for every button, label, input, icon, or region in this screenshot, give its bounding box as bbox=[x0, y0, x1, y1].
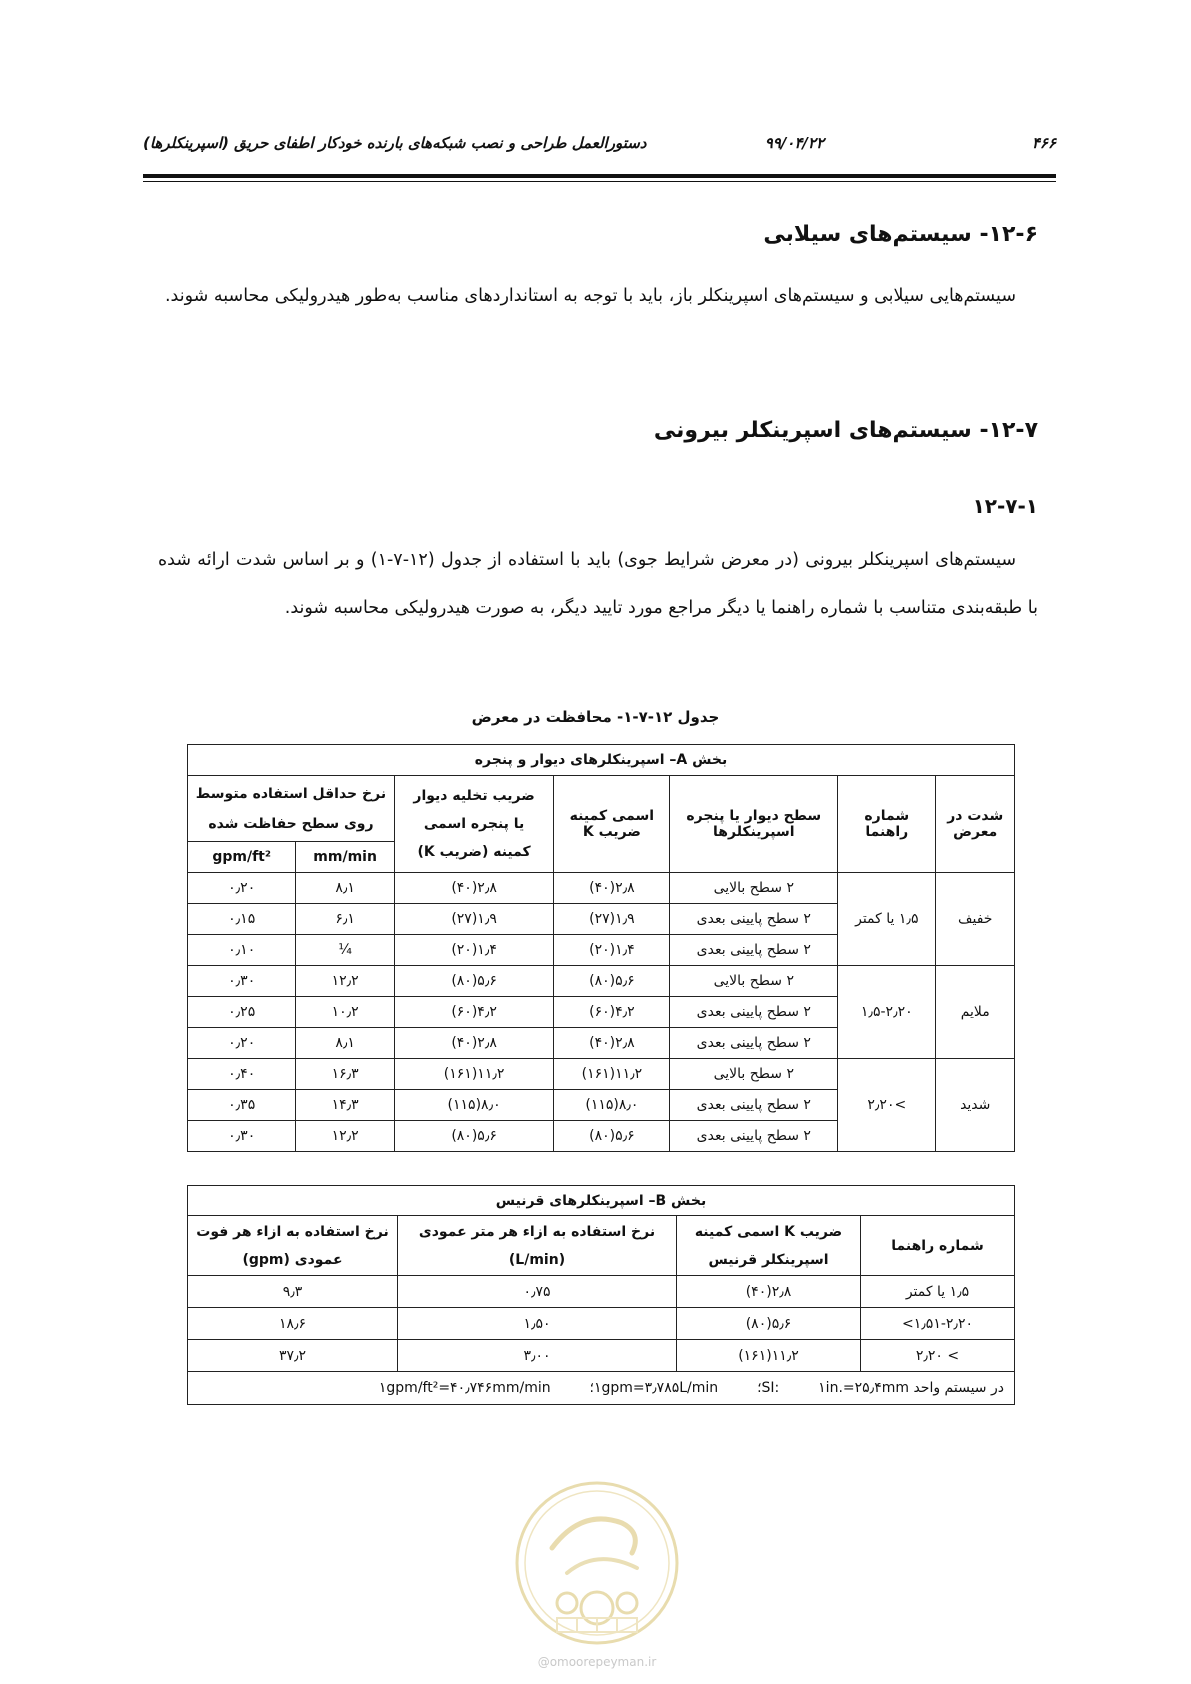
b-k-cell: ۲٫۸(۴۰) bbox=[677, 1276, 861, 1308]
k-cell: ۲٫۸(۴۰) bbox=[554, 873, 670, 904]
k-cell: ۴٫۲(۶۰) bbox=[554, 997, 670, 1028]
gpm-cell: ۰٫۳۰ bbox=[188, 966, 296, 997]
b-gpm-cell: ۱۸٫۶ bbox=[188, 1308, 398, 1340]
discharge-cell: ۵٫۶(۸۰) bbox=[394, 1121, 553, 1152]
header-unit-gpm: gpm/ft² bbox=[188, 842, 296, 873]
header-rule-thin bbox=[143, 181, 1056, 182]
section-heading-12-6: ۱۲-۶- سیستم‌های سیلابی bbox=[763, 222, 1038, 247]
header-b-gpm: نرخ استفاده به ازاء هر فوت عمودی (gpm) bbox=[188, 1216, 398, 1276]
section-body-12-7-1-text: سیستم‌های اسپرینکلر بیرونی (در معرض شرایط جوی) باید با استفاده از جدول (۱۲-۷-۱) و بر اساس شدت ارائه شده با طبقه‌بندی متناسب با شماره راهنما یا دیگر مراجع مورد تایید دیگر، به صورت هیدرولیکی محاسبه شوند. bbox=[158, 550, 1038, 618]
section-body-12-6 bbox=[158, 272, 1038, 320]
guide-cell: >۲٫۲۰ bbox=[838, 1059, 936, 1152]
b-lpm-cell: ۳٫۰۰ bbox=[398, 1340, 677, 1372]
header-k-factor: اسمی کمینه ضریب K bbox=[554, 776, 670, 873]
k-cell: ۲٫۸(۴۰) bbox=[554, 1028, 670, 1059]
header-rule-thick bbox=[143, 174, 1056, 178]
table-row bbox=[188, 1308, 1015, 1340]
watermark-seal-icon bbox=[512, 1478, 682, 1648]
header-title: دستورالعمل طراحی و نصب شبکه‌های بارنده خودکار اطفای حریق (اسپرینکلرها) bbox=[143, 134, 647, 152]
gpm-cell: ۰٫۲۰ bbox=[188, 1028, 296, 1059]
b-gpm-cell: ۳۷٫۲ bbox=[188, 1340, 398, 1372]
gpm-cell: ۰٫۴۰ bbox=[188, 1059, 296, 1090]
gpm-cell: ۰٫۱۵ bbox=[188, 904, 296, 935]
table-row bbox=[188, 1276, 1015, 1308]
mm-cell: ۱۶٫۳ bbox=[296, 1059, 395, 1090]
b-guide-cell: ۱٫۵۱-۲٫۲۰> bbox=[861, 1308, 1015, 1340]
b-gpm-cell: ۹٫۳ bbox=[188, 1276, 398, 1308]
k-cell: ۱۱٫۲(۱۶۱) bbox=[554, 1059, 670, 1090]
gpm-cell: ۰٫۳۰ bbox=[188, 1121, 296, 1152]
discharge-cell: ۱٫۹(۲۷) bbox=[394, 904, 553, 935]
table-part-a bbox=[187, 744, 1015, 1152]
table-row bbox=[188, 1059, 1015, 1090]
table-row bbox=[188, 873, 1015, 904]
k-cell: ۵٫۶(۸۰) bbox=[554, 1121, 670, 1152]
guide-cell: ۱٫۵ یا کمتر bbox=[838, 873, 936, 966]
table-caption: جدول ۱۲-۷-۱- محافظت در معرض bbox=[471, 708, 720, 726]
b-k-cell: ۱۱٫۲(۱۶۱) bbox=[677, 1340, 861, 1372]
section-body-12-7-1 bbox=[158, 536, 1038, 632]
b-k-cell: ۵٫۶(۸۰) bbox=[677, 1308, 861, 1340]
header-b-guide: شماره راهنما bbox=[861, 1216, 1015, 1276]
mm-cell: ۱۲٫۲ bbox=[296, 1121, 395, 1152]
mm-cell: ۸٫۱ bbox=[296, 873, 395, 904]
table-row bbox=[188, 966, 1015, 997]
table-row bbox=[188, 1340, 1015, 1372]
k-cell: ۱٫۹(۲۷) bbox=[554, 904, 670, 935]
level-cell: ۲ سطح پایینی بعدی bbox=[670, 997, 838, 1028]
b-guide-cell: ۱٫۵ یا کمتر bbox=[861, 1276, 1015, 1308]
level-cell: ۲ سطح بالایی bbox=[670, 873, 838, 904]
severity-cell: ملایم bbox=[936, 966, 1015, 1059]
mm-cell: ¼ bbox=[296, 935, 395, 966]
b-lpm-cell: ۰٫۷۵ bbox=[398, 1276, 677, 1308]
gpm-cell: ۰٫۲۰ bbox=[188, 873, 296, 904]
gpm-cell: ۰٫۱۰ bbox=[188, 935, 296, 966]
table-footer-row bbox=[188, 1372, 1015, 1405]
k-cell: ۸٫۰(۱۱۵) bbox=[554, 1090, 670, 1121]
level-cell: ۲ سطح پایینی بعدی bbox=[670, 1090, 838, 1121]
header-level: سطح دیوار یا پنجره اسپرینکلرها bbox=[670, 776, 838, 873]
guide-cell: ۱٫۵-۲٫۲۰ bbox=[838, 966, 936, 1059]
b-lpm-cell: ۱٫۵۰ bbox=[398, 1308, 677, 1340]
part-a-title: بخش A– اسپرینکلرهای دیوار و پنجره bbox=[188, 745, 1015, 776]
si-inch: ۱in.=۲۵٫۴mm؛ bbox=[757, 1380, 909, 1396]
header-unit-mm: mm/min bbox=[296, 842, 395, 873]
level-cell: ۲ سطح بالایی bbox=[670, 1059, 838, 1090]
discharge-cell: ۱٫۴(۲۰) bbox=[394, 935, 553, 966]
header-b-k: ضریب K اسمی کمینه اسپرینکلر قرنیس bbox=[677, 1216, 861, 1276]
severity-cell: خفیف bbox=[936, 873, 1015, 966]
mm-cell: ۸٫۱ bbox=[296, 1028, 395, 1059]
level-cell: ۲ سطح بالایی bbox=[670, 966, 838, 997]
k-cell: ۵٫۶(۸۰) bbox=[554, 966, 670, 997]
severity-cell: شدید bbox=[936, 1059, 1015, 1152]
header-severity: شدت در معرض bbox=[936, 776, 1015, 873]
running-header bbox=[143, 134, 1056, 156]
page-number: ۴۶۶ bbox=[1031, 134, 1056, 152]
si-gpm-ft2: ۱gpm/ft²=۴۰٫۷۴۶mm/min bbox=[378, 1380, 551, 1396]
k-cell: ۱٫۴(۲۰) bbox=[554, 935, 670, 966]
mm-cell: ۱۲٫۲ bbox=[296, 966, 395, 997]
mm-cell: ۱۰٫۲ bbox=[296, 997, 395, 1028]
watermark-text: @omoorepeyman.ir bbox=[537, 1655, 657, 1669]
subsection-heading-12-7-1: ۱۲-۷-۱ bbox=[972, 494, 1038, 518]
header-discharge: ضریب تخلیه دیوار یا پنجره اسمی کمینه (ضریب K) bbox=[394, 776, 553, 873]
discharge-cell: ۸٫۰(۱۱۵) bbox=[394, 1090, 553, 1121]
section-heading-12-7: ۱۲-۷- سیستم‌های اسپرینکلر بیرونی bbox=[653, 418, 1038, 443]
level-cell: ۲ سطح پایینی بعدی bbox=[670, 904, 838, 935]
header-guide-number: شماره راهنما bbox=[838, 776, 936, 873]
discharge-cell: ۲٫۸(۴۰) bbox=[394, 1028, 553, 1059]
discharge-cell: ۵٫۶(۸۰) bbox=[394, 966, 553, 997]
header-date: ۹۹/۰۴/۲۲ bbox=[764, 134, 824, 152]
header-b-lpm: نرخ استفاده به ازاء هر متر عمودی (L/min) bbox=[398, 1216, 677, 1276]
level-cell: ۲ سطح پایینی بعدی bbox=[670, 935, 838, 966]
si-conversion-note bbox=[188, 1372, 1015, 1405]
si-gpm: ۱gpm=۳٫۷۸۵L/min؛ bbox=[589, 1380, 719, 1396]
discharge-cell: ۱۱٫۲(۱۶۱) bbox=[394, 1059, 553, 1090]
part-b-title: بخش B– اسپرینکلرهای قرنیس bbox=[188, 1186, 1015, 1216]
mm-cell: ۱۴٫۳ bbox=[296, 1090, 395, 1121]
section-body-12-6-text: سیستم‌هایی سیلابی و سیستم‌های اسپرینکلر باز، باید با توجه به استانداردهای مناسب به‌طور هیدرولیکی محاسبه شوند. bbox=[164, 286, 1016, 306]
mm-cell: ۶٫۱ bbox=[296, 904, 395, 935]
level-cell: ۲ سطح پایینی بعدی bbox=[670, 1121, 838, 1152]
b-guide-cell: > ۲٫۲۰ bbox=[861, 1340, 1015, 1372]
gpm-cell: ۰٫۲۵ bbox=[188, 997, 296, 1028]
discharge-cell: ۲٫۸(۴۰) bbox=[394, 873, 553, 904]
level-cell: ۲ سطح پایینی بعدی bbox=[670, 1028, 838, 1059]
si-label: در سیستم واحد SI: bbox=[761, 1380, 1004, 1396]
discharge-cell: ۴٫۲(۶۰) bbox=[394, 997, 553, 1028]
table-part-b bbox=[187, 1185, 1015, 1405]
gpm-cell: ۰٫۳۵ bbox=[188, 1090, 296, 1121]
header-min-rate: نرخ حداقل استفاده متوسط روی سطح حفاظت شده bbox=[188, 776, 395, 842]
